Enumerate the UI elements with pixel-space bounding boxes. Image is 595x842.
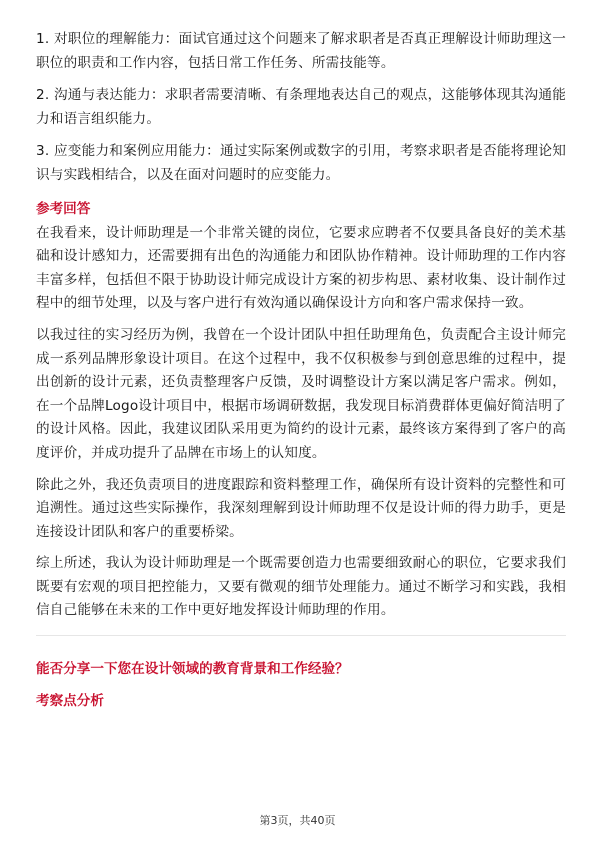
reference-answer-heading: 参考回答	[36, 200, 91, 217]
next-question-heading: 能否分享一下您在设计领域的教育背景和工作经验？	[36, 661, 349, 678]
analysis-heading: 考察点分析	[36, 693, 104, 710]
answer-paragraph-4: 综上所述，我认为设计师助理是一个既需要创造力也需要细致耐心的职位，它要求我们既要有宏观的项目把控能力，又要有微观的细节处理能力。通过不断学习和实践，我相信自己能够在未来的工作中更好地发挥设计师助理的作用。	[36, 555, 566, 619]
answer-paragraph-1: 在我看来，设计师助理是一个非常关键的岗位，它要求应聘者不仅要具备良好的美术基础和设计感知力，还需要拥有出色的沟通能力和团队协作精神。设计师助理的工作内容丰富多样，包括但不限于协助设计师完成设计方案的初步构思、素材收集、设计制作过程中的细节处理，以及与客户进行有效沟通以确保设计方向和客户需求保持一致。	[36, 224, 566, 312]
answer-paragraph-2: 以我过往的实习经历为例，我曾在一个设计团队中担任助理角色，负责配合主设计师完成一系列品牌形象设计项目。在这个过程中，我不仅积极参与到创意思维的过程中，提出创新的设计元素，还负责整理客户反馈，及时调整设计方案以满足客户需求。例如，在一个品牌Logo设计项目中，根据市场调研数据，我发现目标消费群体更偏好简洁明了的设计风格。因此，我建议团队采用更为简约的设计元素，最终该方案得到了客户的高度评价，并成功提升了品牌在市场上的认知度。	[36, 326, 566, 461]
document-page	[36, 28, 566, 714]
page-footer: 第3页，共40页	[259, 814, 336, 827]
answer-paragraph-3: 除此之外，我还负责项目的进度跟踪和资料整理工作，确保所有设计资料的完整性和可追溯性。通过这些实际操作，我深刻理解到设计师助理不仅是设计师的得力助手，更是连接设计团队和客户的重要桥梁。	[36, 476, 566, 540]
evaluation-point-3: 3. 应变能力和案例应用能力：通过实际案例或数字的引用，考察求职者是否能将理论知识与实践相结合，以及在面对问题时的应变能力。	[36, 143, 566, 183]
evaluation-point-1: 1. 对职位的理解能力：面试官通过这个问题来了解求职者是否真正理解设计师助理这一职位的职责和工作内容，包括日常工作任务、所需技能等。	[36, 31, 566, 71]
section-divider	[36, 635, 566, 636]
evaluation-point-2: 2. 沟通与表达能力：求职者需要清晰、有条理地表达自己的观点，这能够体现其沟通能力和语言组织能力。	[36, 87, 566, 127]
